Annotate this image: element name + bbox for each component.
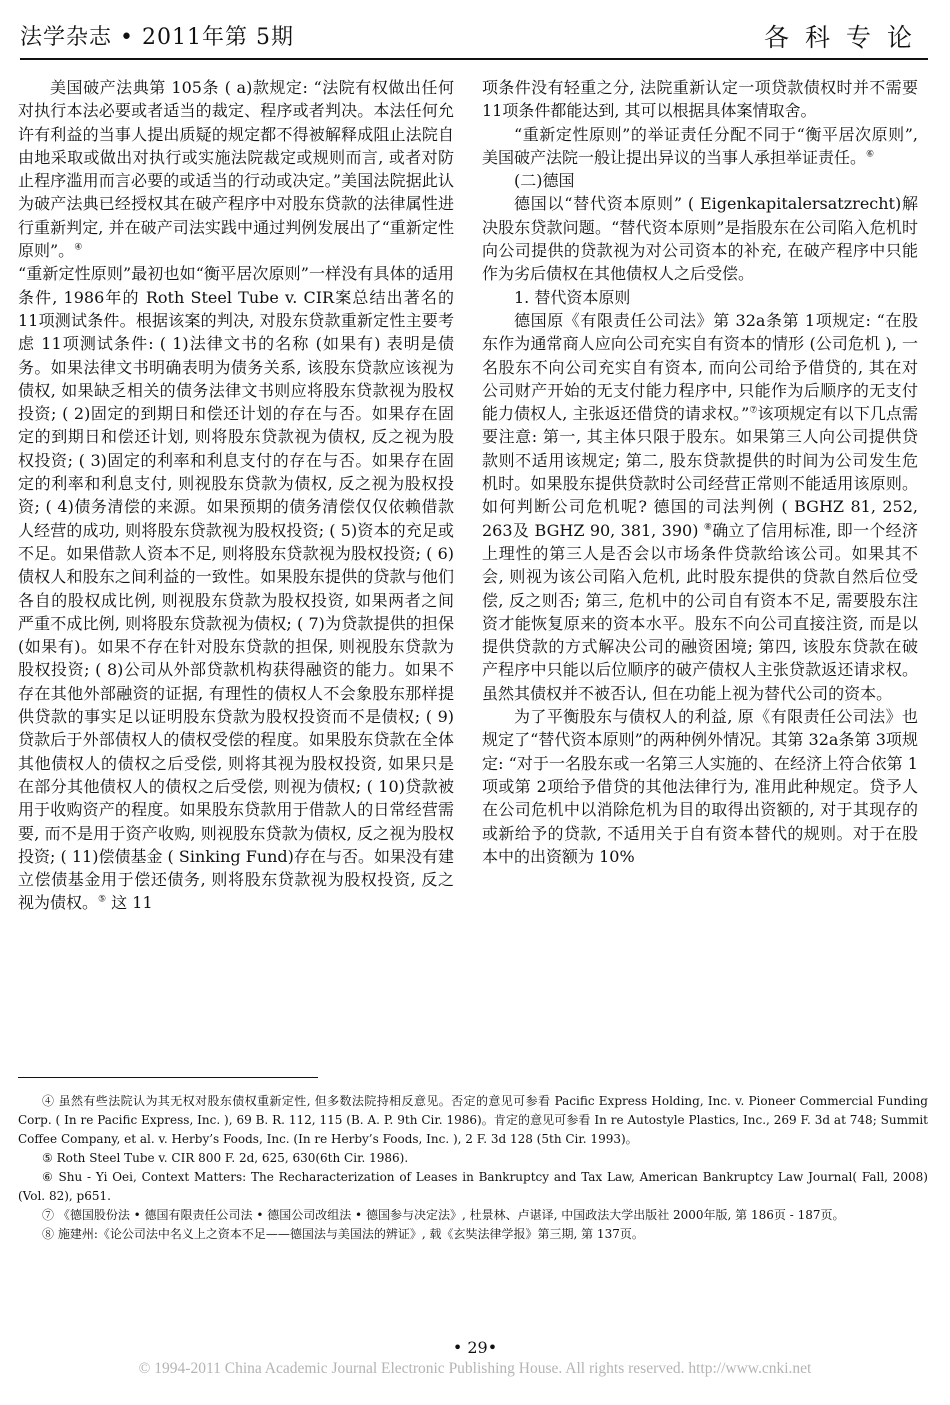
paragraph: 项条件没有轻重之分, 法院重新认定一项贷款债权时并不需要 11项条件都能达到, 其可以根据具体案情取舍。	[482, 78, 918, 121]
paragraph: 为了平衡股东与债权人的利益, 原《有限责任公司法》也规定了“替代资本原则”的两种例外情况。其第 32a条第 3项规定: “对于一名股东或一名第三人实施的、在经济上符合依第 1项或第 2项给予借贷的其他法律行为, 准用此种规定。贷予人在公司危机中以消除危机为目的取得出资额的, 对于其现存的或新给予的贷款, 不适用关于自有资本替代的规则。对于在股本中的出资额为 10%	[482, 707, 918, 866]
paragraph: 德国原《有限责任公司法》第 32a条第 1项规定: “在股东作为通常商人应向公司充实自有资本的情形 (公司危机 ), 一名股东不向公司充实自有资本, 而向公司给予借贷的, 其在对公司财产开始的无支付能力程序中, 只能作为后顺序的无支付能力债权人, 主张返还借贷的请求权。”⑦该项规定有以下几点需要注意: 第一, 其主体只限于股东。如果第三人向公司提供贷款则不适用该规定; 第二, 股东贷款提供的时间为公司发生危机时。如果股东提供贷款时公司经营正常则不能适用该原则。如何判断公司危机呢? 德国的司法判例 ( BGHZ 81, 252, 263及 BGHZ 90, 381, 390) ⑧确立了信用标准, 即一个经济上理性的第三人是否会以市场条件贷款给该公司。如果其不会, 则视为该公司陷入危机, 此时股东提供的贷款自然后位受偿, 反之则否; 第三, 危机中的公司自有资本不足, 需要股东注资才能恢复原来的资本水平。股东不向公司直接注资, 而是以提供贷款的方式解决公司的融资困境; 第四, 该股东贷款在破产程序中只能以后位顺序的破产债权人主张贷款返还请求权。虽然其债权并不被否认, 但在功能上视为替代公司的资本。	[482, 310, 918, 703]
footnote: ⑧ 施建州:《论公司法中名义上之资本不足——德国法与美国法的辨证》, 载《玄奘法律学报》第三期, 第 137页。	[42, 1227, 644, 1241]
footnote: ⑥ Shu - Yi Oei, Context Matters: The Recharacterization of Leases in Bankruptcy and Tax Law, American Bankruptcy Law Journal( Fall, 2008) (Vol. 82), p651.	[18, 1170, 928, 1203]
paragraph: “重新定性原则”最初也如“衡平居次原则”一样没有具体的适用条件, 1986年的 Roth Steel Tube v. CIR案总结出著名的 11项测试条件。根据该案的判决, 对股东贷款重新定性主要考虑 11项测试条件: ( 1)法律文书的名称 (如果有) 表明是债务。如果法律文书明确表明为债务关系, 该股东贷款应该视为债权, 如果缺乏相关的债务法律文书则应将股东贷款视为股权投资; ( 2)固定的到期日和偿还计划的存在与否。如果存在固定的到期日和偿还计划, 则将股东贷款视为债权, 反之视为股权投资; ( 3)固定的利率和利息支付的存在与否。如果存在固定的利率和利息支付, 则视股东贷款为债权, 反之视为股权投资; ( 4)债务清偿的来源。如果预期的债务清偿仅仅依赖借款人经营的成功, 则将股东贷款视为股权投资; ( 5)资本的充足或不足。如果借款人资本不足, 则将股东贷款视为股权投资; ( 6)债权人和股东之间利益的一致性。如果股东提供的贷款与他们各自的股权成比例, 则视股东贷款为股权投资, 如果两者之间严重不成比例, 则将股东贷款视为债权; ( 7)为贷款提供的担保 (如果有)。如果不存在针对股东贷款的担保, 则视股东贷款为股权投资; ( 8)公司从外部贷款机构获得融资的能力。如果不存在其他外部融资的证据, 有理性的债权人不会象股东那样提供贷款的事实足以证明股东贷款为股权投资而不是债权; ( 9)贷款后于外部债权人的债权受偿的程度。如果股东贷款在全体其他债权人的债权之后受偿, 则将其视为股权投资, 如果只是在部分其他债权人的债权之后受偿, 则视为债权; ( 10)贷款被用于收购资产的程度。如果股东贷款用于借款人的日常经营需要, 而不是用于资产收购, 则视股东贷款为债权, 反之视为股权投资; ( 11)偿债基金 ( Sinking Fund)存在与否。如果没有建立偿债基金用于偿还债务, 则将股东贷款视为股权投资, 反之视为债权。⑤ 这 11	[18, 264, 454, 913]
copyright-notice: © 1994-2011 China Academic Journal Electronic Publishing House. All rights reserved. http://www.cnki.net	[138, 1360, 812, 1377]
footnote-rule	[18, 1077, 318, 1078]
section-heading: (二)德国	[514, 171, 575, 191]
footnote: ④ 虽然有些法院认为其无权对股东债权重新定性, 但多数法院持相反意见。否定的意见可参看 Pacific Express Holding, Inc. v. Pioneer Commercial Funding Corp. ( In re Pacific Express, Inc. ), 69 B. R. 112, 115 (B. A. P. 9th Cir. 1986)。肯定的意见可参看 In re Autostyle Plastics, Inc., 269 F. 3d at 748; Summit Coffee Company, et al. v. Herby’s Foods, Inc. (In re Herby’s Foods, Inc. ), 2 F. 3d 128 (5th Cir. 1993)。	[18, 1094, 928, 1146]
footnotes	[18, 1092, 928, 1244]
section-heading: 1. 替代资本原则	[514, 287, 631, 307]
journal-issue: 法学杂志 • 2011年第 5期	[20, 25, 294, 50]
right-column	[482, 76, 918, 868]
paragraph: 美国破产法典第 105条 ( a)款规定: “法院有权做出任何对执行本法必要或者适当的裁定、程序或者判决。本法任何允许有利益的当事人提出质疑的规定都不得被解释成阻止法院自由地采取或做出对执行或实施法院裁定或规则而言, 或者对防止程序滥用而言必要的或适当的行动或决定。”美国法院据此认为破产法典已经授权其在破产程序中对股东贷款的法律属性进行重新判定, 并在破产司法实践中通过判例发展出了“重新定性原则”。④	[18, 78, 454, 261]
left-column	[18, 76, 454, 915]
section-title: 各科专论	[763, 23, 928, 52]
footnote: ⑤ Roth Steel Tube v. CIR 800 F. 2d, 625, 630(6th Cir. 1986).	[42, 1151, 409, 1165]
header-rule	[20, 58, 928, 60]
paragraph: 德国以“替代资本原则” ( Eigenkapitalersatzrecht)解决股东贷款问题。“替代资本原则”是指股东在公司陷入危机时向公司提供的贷款视为对公司资本的补充, 在破产程序中只能作为劣后债权在其他债权人之后受偿。	[482, 194, 918, 284]
running-header	[20, 20, 928, 56]
footnote: ⑦ 《德国股份法 • 德国有限责任公司法 • 德国公司改组法 • 德国参与决定法》, 杜景林、卢谌译, 中国政法大学出版社 2000年版, 第 186页 - 187页。	[42, 1208, 845, 1222]
page-number: • 29•	[452, 1338, 498, 1357]
paragraph: “重新定性原则”的举证责任分配不同于“衡平居次原则”, 美国破产法院一般让提出异议的当事人承担举证责任。⑥	[482, 124, 918, 167]
